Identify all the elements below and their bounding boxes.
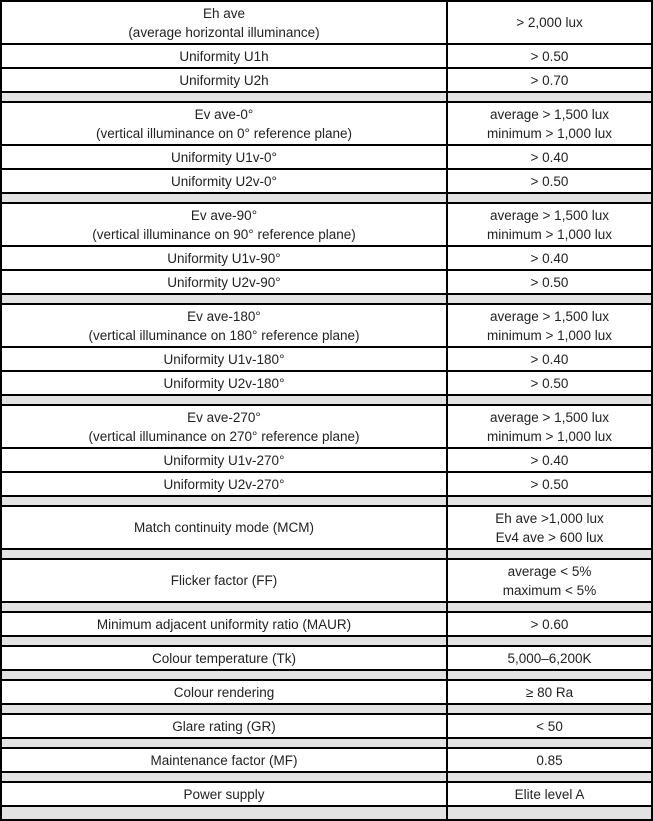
parameter-text: (average horizontal illuminance) [128,24,320,40]
value-cell [448,271,651,293]
value-text: average < 5% [507,563,592,579]
parameter-cell [2,194,448,202]
value-text: > 0.40 [530,149,569,165]
value-cell [448,613,651,635]
value-cell [448,807,651,819]
value-text: minimum > 1,000 lux [487,428,612,444]
parameter-text: Ev ave-270° [187,409,261,425]
value-cell [448,449,651,471]
parameter-cell [2,671,448,679]
value-cell [448,773,651,781]
table-row [2,69,651,93]
separator-row [2,739,651,749]
value-text: maximum < 5% [502,582,597,598]
value-text: Eh ave >1,000 lux [495,510,604,526]
table-row [2,473,651,497]
parameter-cell [2,681,448,703]
parameter-text: Minimum adjacent uniformity ratio (MAUR) [96,616,352,632]
parameter-text: Uniformity U2v-270° [163,476,285,492]
value-text: average > 1,500 lux [490,409,609,425]
parameter-cell [2,295,448,303]
table-row [2,247,651,271]
parameter-text: Ev ave-180° [187,308,261,324]
parameter-cell [2,647,448,669]
parameter-cell [2,396,448,404]
value-text: > 0.50 [530,274,569,290]
value-cell [448,783,651,805]
value-cell [448,305,651,346]
parameter-cell [2,705,448,713]
value-cell [448,45,651,67]
value-text: average > 1,500 lux [490,207,609,223]
value-cell [448,406,651,447]
value-cell [448,204,651,245]
value-cell [448,69,651,91]
parameter-cell [2,93,448,101]
value-text: > 0.40 [530,351,569,367]
parameter-cell [2,773,448,781]
value-cell [448,473,651,495]
value-cell [448,560,651,601]
value-text: minimum > 1,000 lux [487,125,612,141]
value-text: > 2,000 lux [516,15,583,30]
parameter-text: Uniformity U1h [179,48,269,64]
value-cell [448,348,651,370]
table-row [2,715,651,739]
parameter-text: Eh ave [202,5,246,21]
parameter-cell [2,103,448,144]
value-cell [448,194,651,202]
value-text: Elite level A [514,786,585,802]
value-text: > 0.50 [530,476,569,492]
value-cell [448,170,651,192]
parameter-text: Glare rating (GR) [172,718,276,734]
table-row [2,613,651,637]
value-cell [448,715,651,737]
parameter-text: Uniformity U1v-180° [163,351,285,367]
parameter-text: Uniformity U2v-90° [167,274,281,290]
parameter-cell [2,406,448,447]
parameter-cell [2,69,448,91]
parameter-cell [2,807,448,819]
parameter-cell [2,204,448,245]
value-text: 0.85 [536,752,563,768]
parameter-text: Uniformity U1v-270° [163,452,285,468]
value-text: minimum > 1,000 lux [487,226,612,242]
table-row [2,647,651,671]
value-text: minimum > 1,000 lux [487,327,612,343]
parameter-text: Uniformity U2v-180° [163,375,285,391]
table-row [2,204,651,247]
value-text: > 0.50 [530,173,569,189]
parameter-cell [2,473,448,495]
parameter-text: (vertical illuminance on 270° reference plane) [88,428,360,444]
separator-row [2,773,651,783]
separator-row [2,807,651,819]
value-cell [448,603,651,611]
value-cell [448,103,651,144]
parameter-cell [2,372,448,394]
value-text: 5,000–6,200K [507,650,592,666]
parameter-text: Power supply [183,786,265,802]
value-cell [448,671,651,679]
table-row [2,406,651,449]
separator-row [2,637,651,647]
table-row [2,372,651,396]
parameter-cell [2,550,448,558]
table-row [2,103,651,146]
parameter-text: (vertical illuminance on 0° reference plane) [95,125,353,141]
value-cell [448,507,651,548]
table-row [2,507,651,550]
separator-row [2,497,651,507]
table-row [2,749,651,773]
table-row [2,560,651,603]
value-text: > 0.40 [530,452,569,468]
value-cell [448,637,651,645]
table-row [2,271,651,295]
parameter-cell [2,715,448,737]
value-text: > 0.50 [530,48,569,64]
value-cell [448,497,651,505]
parameter-text: Uniformity U1v-0° [171,149,277,165]
value-cell [448,749,651,771]
value-cell [448,681,651,703]
value-cell [448,705,651,713]
table-row [2,2,651,45]
separator-row [2,705,651,715]
value-text: > 0.70 [530,72,569,88]
value-cell [448,396,651,404]
parameter-text: Uniformity U2h [179,72,269,88]
value-text: Ev4 ave > 600 lux [495,529,604,545]
parameter-text: (vertical illuminance on 180° reference plane) [88,327,360,343]
parameter-cell [2,271,448,293]
parameter-text: Match continuity mode (MCM) [133,520,315,535]
value-text: ≥ 80 Ra [525,684,574,700]
value-cell [448,93,651,101]
value-text: average > 1,500 lux [490,308,609,324]
table-row [2,170,651,194]
separator-row [2,396,651,406]
value-cell [448,2,651,43]
parameter-cell [2,783,448,805]
parameter-cell [2,507,448,548]
separator-row [2,603,651,613]
parameter-text: Uniformity U1v-90° [167,250,281,266]
table-row [2,146,651,170]
parameter-text: Uniformity U2v-0° [171,173,277,189]
value-cell [448,647,651,669]
parameter-cell [2,247,448,269]
separator-row [2,194,651,204]
parameter-cell [2,560,448,601]
parameter-cell [2,637,448,645]
table-row [2,305,651,348]
value-cell [448,550,651,558]
parameter-cell [2,749,448,771]
value-cell [448,247,651,269]
parameter-text: Flicker factor (FF) [170,573,278,588]
separator-row [2,93,651,103]
parameter-cell [2,497,448,505]
parameter-text: Colour temperature (Tk) [151,650,297,666]
value-cell [448,146,651,168]
separator-row [2,550,651,560]
table-row [2,449,651,473]
parameter-cell [2,2,448,43]
value-text: > 0.40 [530,250,569,266]
value-text: < 50 [536,718,563,734]
parameter-text: Ev ave-90° [190,207,258,223]
value-text: > 0.60 [530,616,569,632]
parameter-cell [2,45,448,67]
parameter-text: Colour rendering [173,684,275,700]
parameter-cell [2,348,448,370]
table-row [2,348,651,372]
parameter-cell [2,613,448,635]
parameter-cell [2,739,448,747]
parameter-cell [2,146,448,168]
parameter-cell [2,603,448,611]
table-row [2,783,651,807]
parameter-text: (vertical illuminance on 90° reference plane) [92,226,356,242]
parameter-text: Ev ave-0° [194,106,254,122]
parameter-text: Maintenance factor (MF) [150,752,298,768]
value-cell [448,739,651,747]
table-row [2,681,651,705]
value-text: > 0.50 [530,375,569,391]
parameter-cell [2,449,448,471]
value-cell [448,295,651,303]
value-cell [448,372,651,394]
parameter-cell [2,305,448,346]
separator-row [2,295,651,305]
value-text: average > 1,500 lux [490,106,609,122]
parameter-cell [2,170,448,192]
table-row [2,45,651,69]
separator-row [2,671,651,681]
